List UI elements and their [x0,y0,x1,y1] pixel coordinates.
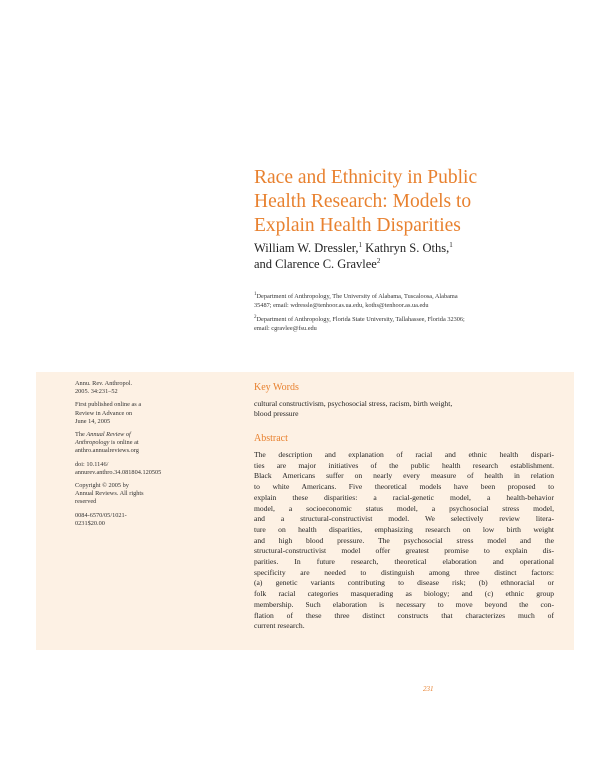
abstract-line: current research. [254,621,305,631]
abstract-section [254,382,554,632]
author-affil-mark: 2 [376,256,381,265]
affiliation-mark: 2 [254,314,257,320]
abstract-line: to white Americans. Five theoretical models have been proposed to [254,482,554,492]
author-affil-mark: 1 [449,240,453,249]
author-name: Kathryn S. Oths, [362,241,450,255]
abstract-line: ties are major initiatives of the public health research establishment. [254,460,554,470]
sidebar-line: June 14, 2005 [75,417,111,425]
sidebar-line: 2005. 34:231–52 [75,388,118,396]
abstract-line: (a) genetic variants contributing to disease risk; (b) ethnoracial or [254,578,554,588]
online-date [75,401,167,426]
sidebar-line: annurev.anthro.34.081804.120505 [75,468,162,476]
abstract-line: specificity are needed to distinguish among three distinct factors: [254,567,554,577]
journal-name: Anthropology [75,439,110,447]
sidebar-line: Annu. Rev. Anthropol. [75,380,133,387]
abstract-line: The description and explanation of racial and ethnic health dispari- [254,450,554,459]
title-line: Health Research: Models to [254,191,472,212]
sidebar-line: Review in Advance on [75,409,133,417]
affiliation-line: 35487; email: wdressle@tenhoor.as.ua.edu, koths@tenhoor.as.ua.edu [254,302,429,309]
title-line: Race and Ethnicity in Public [254,167,478,188]
abstract-line: membership. Such elaboration is necessary to move beyond the con- [254,599,554,609]
keywords-text [254,399,554,419]
sidebar-text: The [75,431,87,439]
abstract-line: ture on health disparities, emphasizing research on low birth weight [254,524,554,534]
affiliation-mark: 1 [254,291,257,297]
journal-citation [75,380,167,396]
abstract-line: Black Americans suffer on nearly every measure of health in relation [254,471,554,481]
affiliation-line: Department of Anthropology, The University of Alabama, Tuscaloosa, Alabama [256,293,458,300]
sidebar-line [75,431,167,439]
author-list [254,240,554,272]
abstract-line: folk racial categories masquerading as biology; and (c) ethnic group [254,589,554,599]
keywords-line: cultural constructivism, psychosocial stress, racism, birth weight, [254,399,453,408]
abstract-line: and a structural-constructivist model. We selectively review litera- [254,514,554,524]
abstract-text [254,450,554,632]
sidebar-line: Copyright © 2005 by [75,482,129,490]
sidebar-text: is online at [109,439,139,447]
doi [75,461,167,477]
sidebar-line: doi: 10.1146/ [75,460,109,468]
abstract-line: structural-constructivist model offer greatest promise to explain dis- [254,546,554,556]
author-line [254,256,554,272]
sidebar-line: reserved [75,498,97,506]
abstract-line: flation of these three distinct constructs that characterizes much of [254,610,554,620]
abstract-line: model, a socioeconomic status model, a psychosocial stress model, [254,503,554,513]
keywords-line: blood pressure [254,409,299,418]
article-title [254,166,554,238]
sidebar-line: Annual Reviews. All rights [75,490,144,498]
author-name: and Clarence C. Gravlee [254,257,377,271]
abstract-line: and high blood pressure. The psychosocial stress model and the [254,535,554,545]
sidebar-line: 0084-6570/05/1021- [75,511,127,519]
online-location [75,431,167,456]
abstract-line: explain these disparities: a racial-genetic model, a health-behavior [254,492,554,502]
author-affil-mark: 1 [358,240,363,249]
affiliation [254,315,554,333]
copyright [75,482,167,507]
abstract-line: parities. In future research, theoretical elaboration and operational [254,557,554,567]
affiliations [254,292,554,338]
sidebar-line: 0231$20.00 [75,519,105,527]
publication-info-sidebar [75,380,167,533]
issn [75,512,167,528]
affiliation-line: email: cgravlee@fsu.edu [254,325,317,332]
keywords-heading: Key Words [254,382,299,393]
journal-url[interactable]: anthro.annualreviews.org [75,447,139,455]
title-line: Explain Health Disparities [254,215,461,236]
abstract-heading: Abstract [254,433,288,444]
journal-name: Annual Review of [86,431,131,439]
affiliation-line: Department of Anthropology, Florida State University, Tallahassee, Florida 32306; [256,316,465,323]
page-number: 231 [423,685,434,693]
author-name: William W. Dressler, [254,241,359,255]
affiliation [254,292,554,310]
author-line [254,240,554,256]
sidebar-line: First published online as a [75,401,142,409]
sidebar-line [75,439,167,447]
